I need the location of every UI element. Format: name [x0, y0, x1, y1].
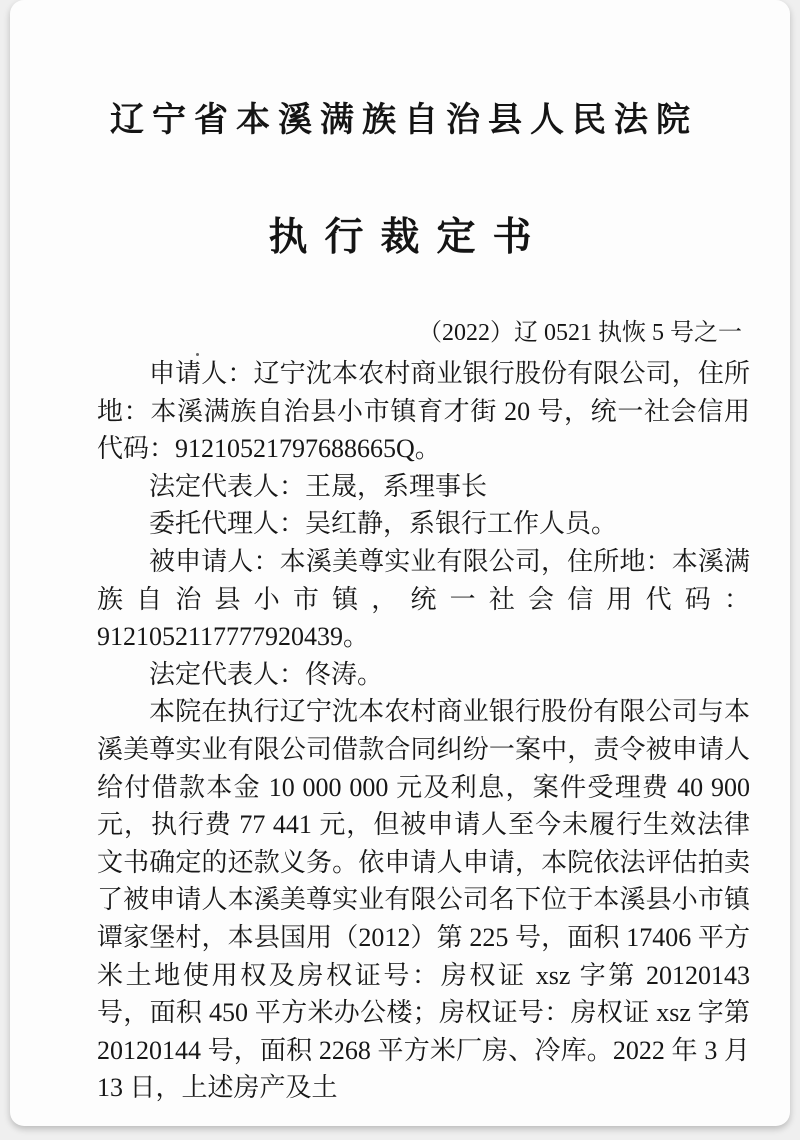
paragraph-applicant: 申请人：辽宁沈本农村商业银行股份有限公司，住所地：本溪满族自治县小市镇育才街 20 号，统一社会信用代码：91210521797688665Q。	[97, 359, 750, 464]
paragraph-entrusted-agent: 委托代理人：吴红静，系银行工作人员。	[149, 509, 618, 539]
paragraph-respondent: 被申请人：本溪美尊实业有限公司，住所地：本溪满族自治县小市镇，统一社会信用代码：9121052117777920439。	[97, 546, 750, 652]
document-type-title: 执行裁定书	[268, 216, 549, 259]
paragraph-applicant-legal-representative: 法定代表人：王晟，系理事长	[149, 471, 488, 501]
document-page	[10, 0, 790, 1126]
document-body	[97, 355, 750, 1107]
court-name-heading: 辽宁省本溪满族自治县人民法院	[110, 102, 698, 139]
paragraph-respondent-legal-representative: 法定代表人：佟涛。	[149, 659, 384, 689]
case-number: （2022）辽 0521 执恢 5 号之一	[418, 320, 742, 346]
paragraph-ruling-body: 本院在执行辽宁沈本农村商业银行股份有限公司与本溪美尊实业有限公司借款合同纠纷一案中，责令被申请人给付借款本金 10 000 000 元及利息，案件受理费 40 900 元，执行费 77 441 元，但被申请人至今未履行生效法律文书确定的还款义务。依申请人申请，本院依法评估拍卖了被申请人本溪美尊实业有限公司名下位于本溪县小市镇谭家堡村，本县国用（2012）第 225 号，面积 17406 平方米土地使用权及房权证号：房权证 xsz 字第 20120143 号，面积 450 平方米办公楼；房权证号：房权证 xsz 字第 20120144 号，面积 2268 平方米厂房、冷库。2022 年 3 月 13 日，上述房产及土	[97, 697, 750, 1103]
